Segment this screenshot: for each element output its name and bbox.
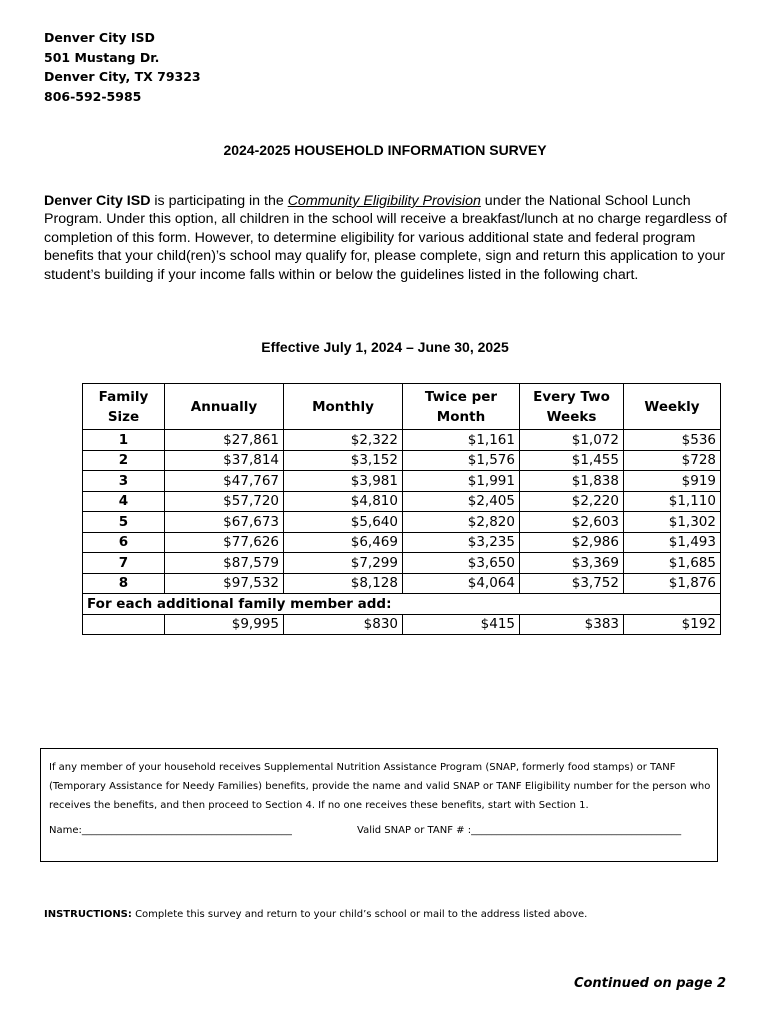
snap-tanf-instructions: If any member of your household receives Supplemental Nutrition Assistance Program (SNAP, formerly food stamps) or TANF (Temporary Assistance for Needy Families) benefits, provide the name and valid SNAP or TANF Eligibility number for the person who receives the benefits, and then proceed to Section 4. If no one receives these benefits, start with Section 1. bbox=[49, 762, 711, 811]
cell-annually: $27,861 bbox=[165, 430, 284, 451]
cell-every-two-weeks: $1,455 bbox=[520, 450, 624, 471]
table-row bbox=[83, 471, 721, 492]
cell-annually: $77,626 bbox=[165, 532, 284, 553]
cell-annually: $47,767 bbox=[165, 471, 284, 492]
table-row bbox=[83, 450, 721, 471]
cell-every-two-weeks: $1,838 bbox=[520, 471, 624, 492]
table-header-row bbox=[83, 384, 721, 430]
cell-additional-annually: $9,995 bbox=[165, 614, 284, 635]
table-row bbox=[83, 430, 721, 451]
table-row bbox=[83, 532, 721, 553]
cell-twice-per-month: $1,576 bbox=[403, 450, 520, 471]
cell-monthly: $6,469 bbox=[284, 532, 403, 553]
cell-monthly: $2,322 bbox=[284, 430, 403, 451]
cell-monthly: $4,810 bbox=[284, 491, 403, 512]
cell-additional-weekly: $192 bbox=[624, 614, 721, 635]
cep-link: Community Eligibility Provision bbox=[287, 193, 481, 209]
cell-every-two-weeks: $3,369 bbox=[520, 553, 624, 574]
cell-family-size: 1 bbox=[83, 430, 165, 451]
cell-every-two-weeks: $2,220 bbox=[520, 491, 624, 512]
header-monthly: Monthly bbox=[284, 384, 403, 430]
cell-family-size: 6 bbox=[83, 532, 165, 553]
cell-annually: $97,532 bbox=[165, 573, 284, 594]
cell-twice-per-month: $1,991 bbox=[403, 471, 520, 492]
cell-weekly: $728 bbox=[624, 450, 721, 471]
cell-annually: $87,579 bbox=[165, 553, 284, 574]
cell-monthly: $8,128 bbox=[284, 573, 403, 594]
cell-twice-per-month: $3,650 bbox=[403, 553, 520, 574]
intro-text-1: is participating in the bbox=[150, 193, 288, 209]
name-field[interactable]: Name:__________________________________________ bbox=[49, 825, 292, 836]
cell-every-two-weeks: $1,072 bbox=[520, 430, 624, 451]
instructions bbox=[44, 909, 587, 920]
page-title: 2024-2025 HOUSEHOLD INFORMATION SURVEY bbox=[223, 142, 547, 158]
cell-annually: $57,720 bbox=[165, 491, 284, 512]
header-every-two-weeks: Every Two Weeks bbox=[520, 384, 624, 430]
cell-twice-per-month: $2,405 bbox=[403, 491, 520, 512]
table-row bbox=[83, 491, 721, 512]
cell-twice-per-month: $4,064 bbox=[403, 573, 520, 594]
district-street: 501 Mustang Dr. bbox=[44, 49, 160, 65]
cell-family-size: 3 bbox=[83, 471, 165, 492]
header-twice-per-month: Twice per Month bbox=[403, 384, 520, 430]
header-family-size: Family Size bbox=[83, 384, 165, 430]
continued-note: Continued on page 2 bbox=[573, 976, 726, 991]
cell-additional-monthly: $830 bbox=[284, 614, 403, 635]
cell-weekly: $1,493 bbox=[624, 532, 721, 553]
cell-weekly: $1,685 bbox=[624, 553, 721, 574]
cell-weekly: $919 bbox=[624, 471, 721, 492]
instructions-label: INSTRUCTIONS: bbox=[44, 909, 132, 920]
cell-additional-twice-per-month: $415 bbox=[403, 614, 520, 635]
cell-every-two-weeks: $2,603 bbox=[520, 512, 624, 533]
table-body bbox=[83, 430, 721, 635]
effective-dates: Effective July 1, 2024 – June 30, 2025 bbox=[261, 339, 509, 355]
table-row bbox=[83, 512, 721, 533]
district-phone: 806-592-5985 bbox=[44, 88, 142, 104]
cell-annually: $67,673 bbox=[165, 512, 284, 533]
cell-family-size: 8 bbox=[83, 573, 165, 594]
snap-tanf-box bbox=[40, 748, 718, 862]
district-name: Denver City ISD bbox=[44, 30, 155, 45]
cell-twice-per-month: $1,161 bbox=[403, 430, 520, 451]
cell-family-size: 2 bbox=[83, 450, 165, 471]
intro-paragraph bbox=[44, 192, 734, 284]
cell-family-size: 7 bbox=[83, 553, 165, 574]
district-city: Denver City, TX 79323 bbox=[44, 69, 201, 84]
snap-tanf-number-field[interactable]: Valid SNAP or TANF # :__________________________________________ bbox=[357, 825, 682, 836]
district-address bbox=[44, 28, 201, 106]
cell-weekly: $1,110 bbox=[624, 491, 721, 512]
cell-weekly: $1,876 bbox=[624, 573, 721, 594]
table-row bbox=[83, 573, 721, 594]
cell-weekly: $1,302 bbox=[624, 512, 721, 533]
cell-empty bbox=[83, 614, 165, 635]
cell-twice-per-month: $2,820 bbox=[403, 512, 520, 533]
additional-member-label: For each additional family member add: bbox=[83, 594, 721, 615]
cell-monthly: $3,981 bbox=[284, 471, 403, 492]
cell-monthly: $7,299 bbox=[284, 553, 403, 574]
additional-member-values-row bbox=[83, 614, 721, 635]
cell-family-size: 5 bbox=[83, 512, 165, 533]
cell-every-two-weeks: $3,752 bbox=[520, 573, 624, 594]
cell-additional-every-two-weeks: $383 bbox=[520, 614, 624, 635]
instructions-text: Complete this survey and return to your child’s school or mail to the address listed above. bbox=[131, 909, 588, 920]
cell-monthly: $3,152 bbox=[284, 450, 403, 471]
intro-text-2: under the National School Lunch Program. Under this option, all children in the school will receive a breakfast/lunch at no charge regardless of completion of this form. However, to determine eligibility for various additional state and federal program benefits that your child(ren)’s school may qualify for, please complete, sign and return this application to your student’s building if your income falls within or below the guidelines listed in the following chart. bbox=[44, 193, 727, 283]
intro-district-name: Denver City ISD bbox=[44, 193, 151, 209]
cell-monthly: $5,640 bbox=[284, 512, 403, 533]
header-annually: Annually bbox=[165, 384, 284, 430]
cell-weekly: $536 bbox=[624, 430, 721, 451]
cell-family-size: 4 bbox=[83, 491, 165, 512]
income-guidelines-table bbox=[82, 383, 721, 635]
cell-every-two-weeks: $2,986 bbox=[520, 532, 624, 553]
additional-member-label-row bbox=[83, 594, 721, 615]
cell-annually: $37,814 bbox=[165, 450, 284, 471]
header-weekly: Weekly bbox=[624, 384, 721, 430]
cell-twice-per-month: $3,235 bbox=[403, 532, 520, 553]
table-row bbox=[83, 553, 721, 574]
